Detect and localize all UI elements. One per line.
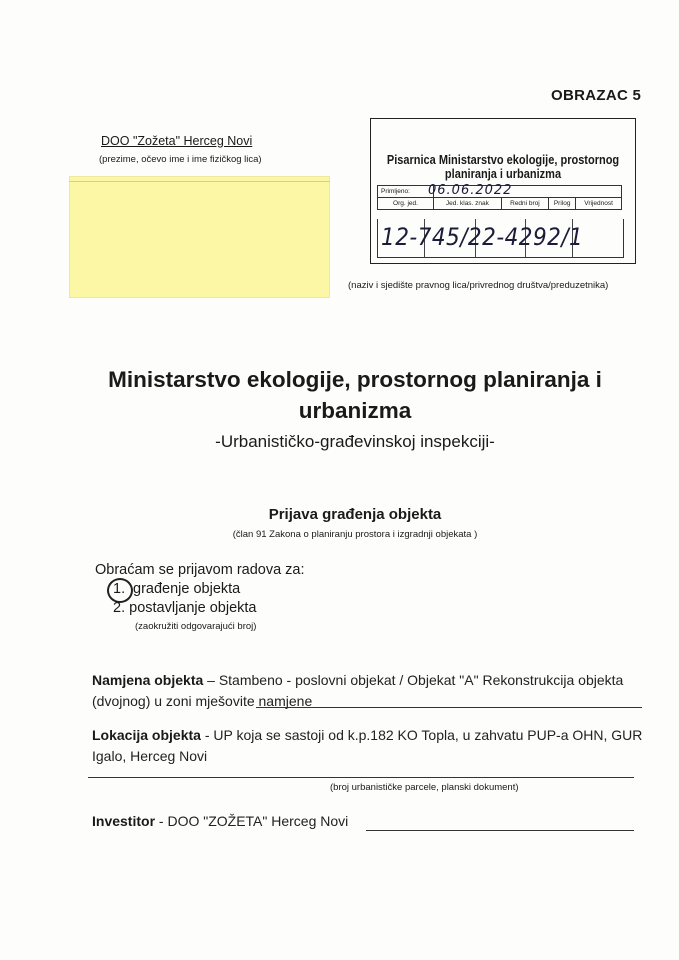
purpose-label: Namjena objekta — [92, 672, 204, 688]
location-underline — [88, 777, 634, 778]
option-2-number: 2. — [113, 600, 126, 616]
stamp-title-line2: planiranja i urbanizma — [444, 167, 562, 181]
investor-label: Investitor — [92, 813, 156, 829]
col-value: Vrijednost — [576, 198, 622, 210]
choose-hint: (zaokružiti odgovarajući broj) — [135, 621, 257, 632]
ministry-title-line1: Ministarstvo ekologije, prostornog planiranja i — [108, 367, 602, 392]
location-field — [92, 725, 652, 767]
ministry-title — [60, 364, 650, 426]
form-code: OBRAZAC 5 — [551, 87, 642, 104]
investor-field — [92, 813, 348, 831]
registry-stamp — [370, 118, 636, 264]
col-serial-number: Redni broj — [501, 198, 548, 210]
inspection-name: -Urbanističko-građevinskoj inspekciji- — [215, 432, 495, 451]
report-title: Prijava građenja objekta — [268, 506, 442, 523]
redaction-sticker — [69, 176, 330, 298]
purpose-value: – Stambeno - poslovni objekat / Objekat "A" Rekonstrukcija objekta (dvojnog) u zoni mješovite namjene — [92, 672, 624, 709]
registry-number: 12-745/22-4292/1 — [381, 223, 584, 251]
option-1-number: 1. — [113, 581, 126, 597]
legal-reference: (član 91 Zakona o planiranju prostora i izgradnji objekata ) — [232, 529, 478, 540]
stamp-title — [387, 153, 619, 181]
received-date: 06.06.2022 — [428, 183, 513, 198]
ministry-title-line2: urbanizma — [298, 398, 412, 423]
investor-value: - DOO "ZOŽETA" Herceg Novi — [155, 813, 349, 829]
col-class-mark: Jed. klas. znak — [434, 198, 502, 210]
col-org-unit: Org. jed. — [378, 198, 434, 210]
purpose-field — [92, 670, 652, 712]
parcel-hint: (broj urbanističke parcele, planski dokument) — [330, 782, 519, 793]
legal-entity-hint: (naziv i sjedište pravnog lica/privrednog društva/preduzetnika) — [348, 280, 609, 291]
option-2-label: postavljanje objekta — [129, 600, 257, 616]
received-label: Primljeno: — [378, 186, 434, 198]
option-2 — [113, 600, 257, 616]
location-label: Lokacija objekta — [92, 727, 201, 743]
col-attachment: Prilog — [549, 198, 576, 210]
purpose-underline — [256, 707, 642, 708]
options-intro: Obraćam se prijavom radova za: — [95, 562, 305, 578]
option-1-label: građenje objekta — [133, 581, 241, 597]
investor-underline — [366, 830, 634, 831]
sender-name: DOO "Zožeta" Herceg Novi — [101, 134, 253, 148]
location-value: - UP koja se sastoji od k.p.182 KO Topla, u zahvatu PUP-a OHN, GUR Igalo, Herceg Novi — [92, 727, 643, 764]
sender-hint: (prezime, očevo ime i ime fizičkog lica) — [99, 154, 262, 165]
stamp-title-line1: Pisarnica Ministarstvo ekologije, prostornog — [386, 153, 620, 167]
